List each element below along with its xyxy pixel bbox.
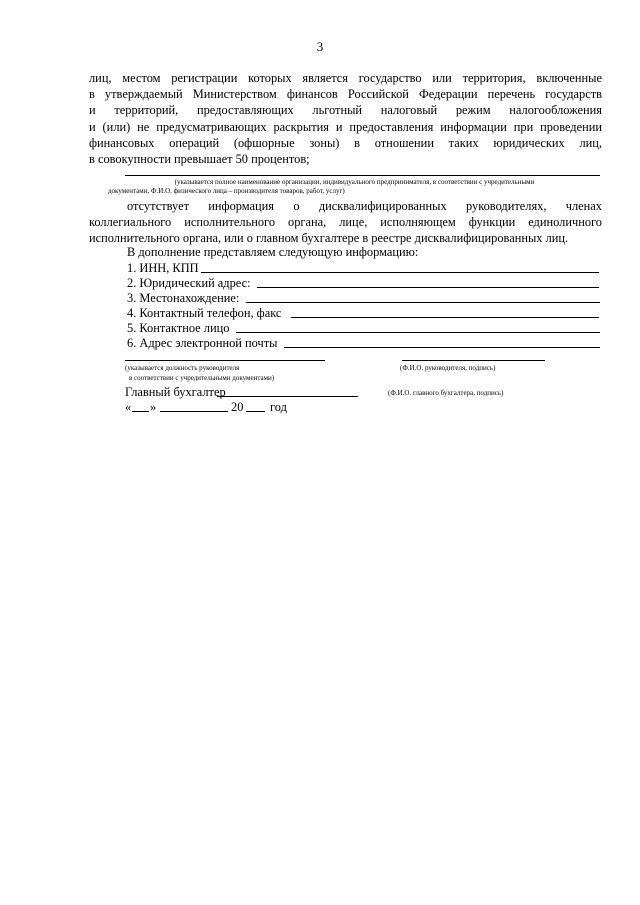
field-email-label: 6. Адрес электронной почты (127, 336, 278, 350)
paragraph-offshore (89, 70, 602, 167)
paragraph-line: в утверждаемый Министерством финансов Российской Федерации перечень государств (89, 87, 602, 102)
org-name-line (125, 175, 600, 176)
date-open-quote: « (125, 400, 132, 414)
position-caption-2: в соответствии с учредительными документами) (129, 374, 275, 382)
position-caption: (указывается должность руководителя (125, 364, 240, 372)
field-inn-kpp-line[interactable] (201, 272, 599, 273)
head-position-line[interactable] (125, 360, 325, 361)
paragraph-line: исполнительного органа, или о главном бухгалтере в реестре дисквалифицированных лиц. (89, 231, 569, 246)
org-caption-line: документами, Ф.И.О. физического лица – производителя товаров, работ, услуг) (108, 186, 345, 195)
paragraph-line: лиц, местом регистрации которых является государство или территория, включенные (89, 71, 602, 85)
paragraph-line: и (или) не предусматривающих раскрытия и предоставления информации при проведении (89, 119, 602, 134)
paragraph-line: и территорий, предоставляющих льготный налоговый режим налогообложения (89, 103, 602, 118)
field-legal-address-label: 2. Юридический адрес: (127, 276, 251, 290)
head-signature-line[interactable] (402, 360, 545, 361)
date-close-quote: » (150, 400, 157, 414)
accountant-caption: (Ф.И.О. главного бухгалтера, подпись) (388, 389, 504, 397)
paragraph-line: коллегиального исполнительного органа, лице, исполняющем функции единоличного (89, 215, 602, 230)
org-caption (108, 178, 601, 195)
accountant-label: Главный бухгалтер (125, 385, 226, 399)
field-legal-address-line[interactable] (257, 287, 599, 288)
field-inn-kpp-label: 1. ИНН, КПП (127, 261, 199, 275)
paragraph-line: финансовых операций (офшорные зоны) в отношении таких юридических лиц, (89, 135, 602, 150)
head-caption: (Ф.И.О. руководителя, подпись) (400, 364, 496, 372)
date-year-word: год (270, 400, 287, 414)
page-number: 3 (316, 39, 324, 54)
date-day-line[interactable] (132, 411, 149, 412)
date-century: 20 (231, 400, 244, 414)
org-caption-line: (указывается полное наименование организации, индивидуального предпринимателя, в соответствии с учредительными (174, 178, 535, 186)
field-contact-person-label: 5. Контактное лицо (127, 321, 230, 335)
field-phone-fax-line[interactable] (291, 317, 599, 318)
field-phone-fax-label: 4. Контактный телефон, факс (127, 306, 282, 320)
paragraph-line: в совокупности превышает 50 процентов; (89, 152, 310, 167)
paragraph-disqualified (89, 198, 602, 247)
paragraph-line: отсутствует информация о дисквалифицированных руководителях, членах (127, 199, 602, 213)
additional-info-heading: В дополнение представляем следующую информацию: (127, 245, 419, 259)
accountant-signature-line[interactable] (217, 396, 358, 397)
field-email-line[interactable] (284, 347, 600, 348)
field-contact-person-line[interactable] (236, 332, 600, 333)
date-year-line[interactable] (246, 411, 265, 412)
field-location-line[interactable] (246, 302, 600, 303)
date-month-line[interactable] (160, 411, 228, 412)
field-location-label: 3. Местонахождение: (127, 291, 240, 305)
